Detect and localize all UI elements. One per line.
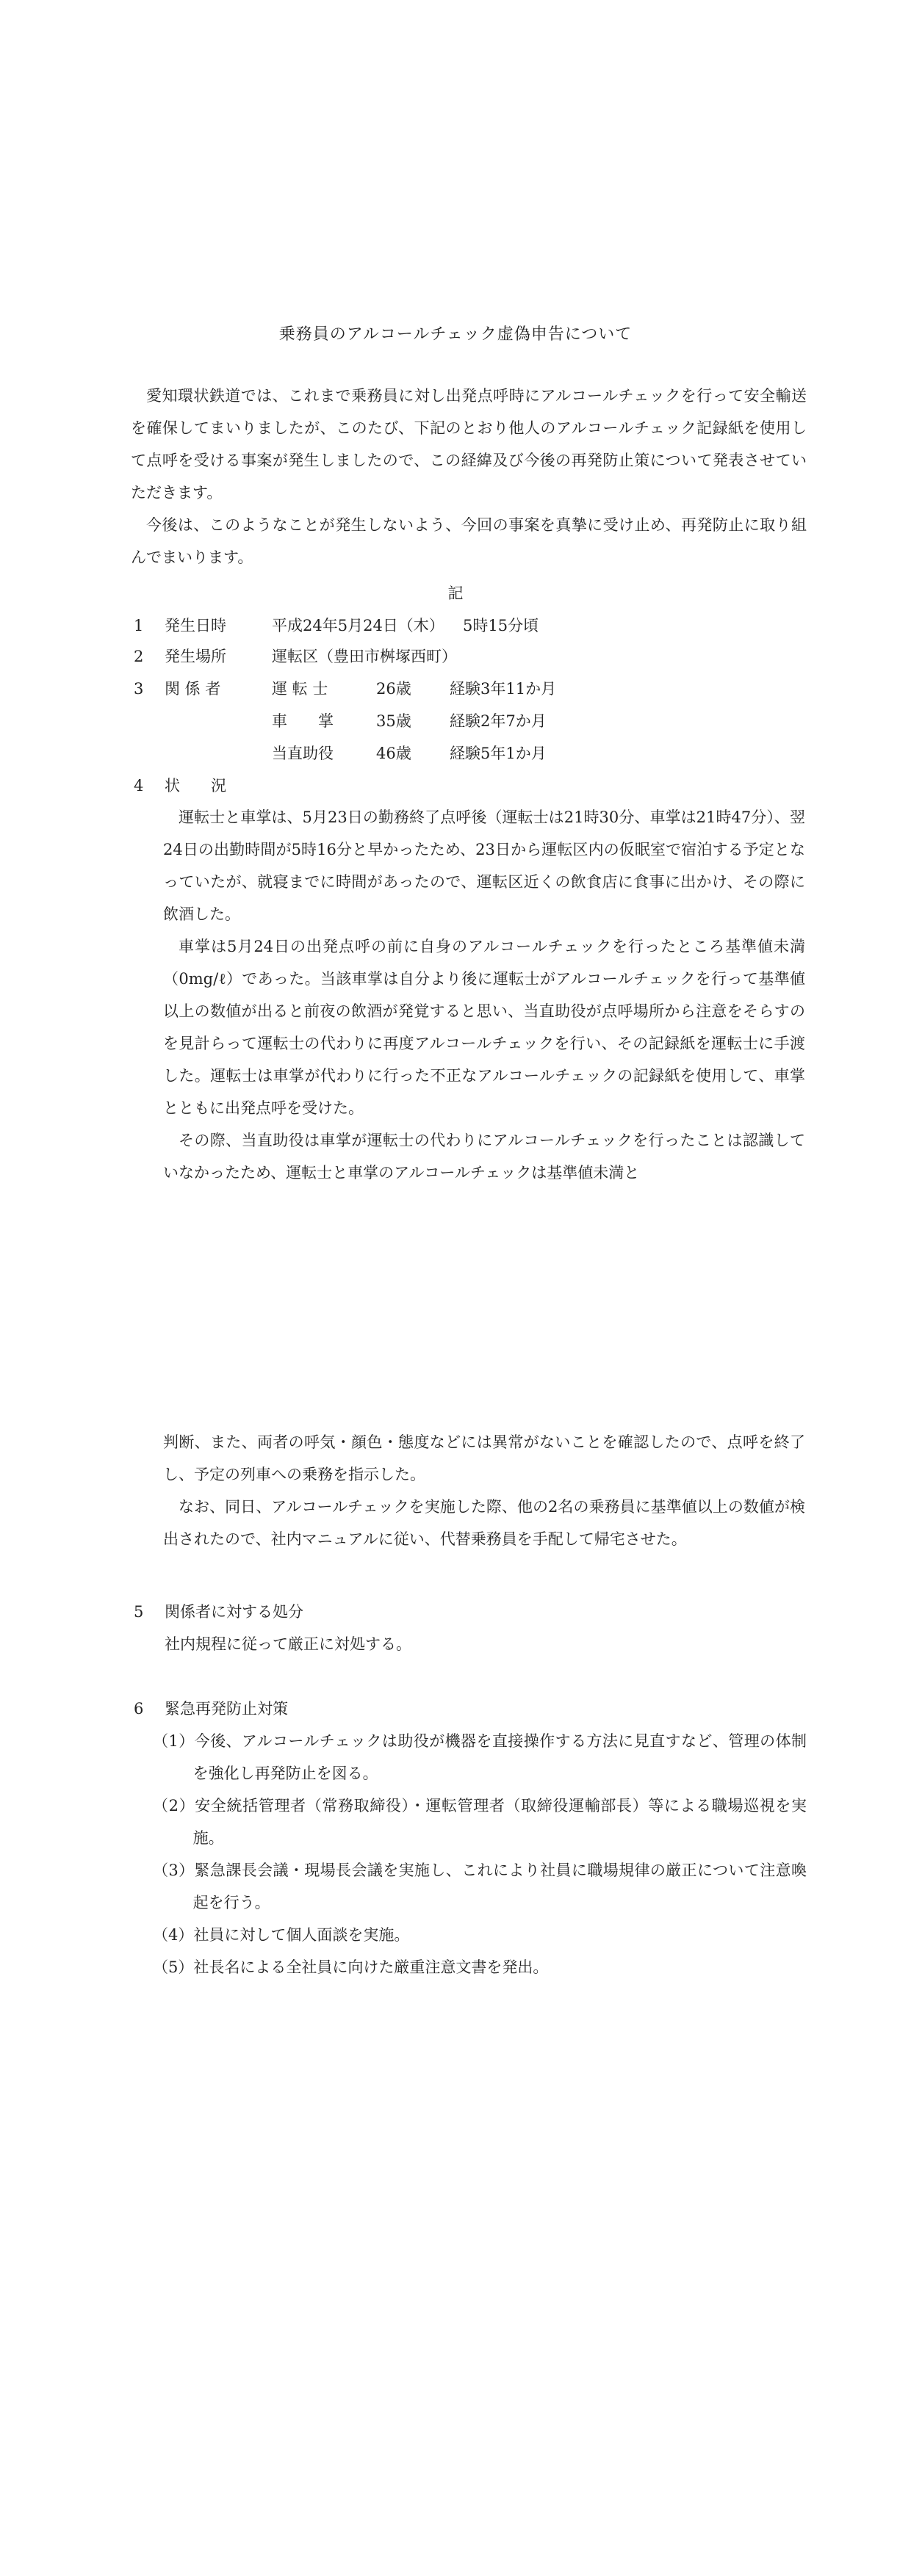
item-5-text: 社内規程に従って厳正に対処する。 xyxy=(165,1635,411,1653)
person-experience: 経験2年7か月 xyxy=(450,712,547,730)
item-2-value: 運転区（豊田市桝塚西町） xyxy=(272,648,457,665)
measure-item: （3）緊急課長会議・現場長会議を実施し、これにより社員に職場規律の厳正について注意喚起を行う。 xyxy=(153,1862,807,1911)
item-5-number: 5 xyxy=(134,1603,144,1621)
situation-paragraph-3a: その際、当直助役は車掌が運転士の代わりにアルコールチェックを行ったことは認識していなかったため、運転士と車掌のアルコールチェックは基準値未満と xyxy=(163,1132,805,1182)
item-2-number: 2 xyxy=(134,648,144,665)
item-1-label: 発生日時 xyxy=(165,617,226,634)
item-2-label: 発生場所 xyxy=(165,648,226,665)
item-3-label: 関 係 者 xyxy=(165,680,221,698)
item-1-number: 1 xyxy=(134,617,144,634)
ki-heading: 記 xyxy=(447,585,464,602)
measure-item: （5）社長名による全社員に向けた厳重注意文書を発出。 xyxy=(153,1958,549,1976)
item-6-number: 6 xyxy=(134,1700,144,1718)
person-role: 運 転 士 xyxy=(272,680,328,698)
situation-paragraph-1: 運転士と車掌は、5月23日の勤務終了点呼後（運転士は21時30分、車掌は21時47分）、翌24日の出勤時間が5時16分と早かったため、23日から運転区内の仮眠室で宿泊する予定となっていたが、就寝までに時間があったので、運転区近くの飲食店に食事に出かけ、その際に飲酒した。 xyxy=(163,808,805,923)
measure-item: （2）安全統括管理者（常務取締役）・運転管理者（取締役運輸部長）等による職場巡視を実施。 xyxy=(153,1797,807,1847)
item-1-date: 平成24年5月24日（木） xyxy=(272,617,444,634)
item-4-label: 状 況 xyxy=(165,777,226,795)
person-role: 当直助役 xyxy=(272,745,334,762)
person-role: 車 掌 xyxy=(272,712,334,730)
item-4-number: 4 xyxy=(134,777,144,795)
person-age: 35歳 xyxy=(376,712,411,730)
item-3-number: 3 xyxy=(134,680,144,698)
intro-paragraph-2: 今後は、このようなことが発生しないよう、今回の事案を真摯に受け止め、再発防止に取り組んでまいります。 xyxy=(131,516,807,566)
person-age: 26歳 xyxy=(376,680,411,698)
item-1-time: 5時15分頃 xyxy=(463,617,539,634)
intro-paragraph-1: 愛知環状鉄道では、これまで乗務員に対し出発点呼時にアルコールチェックを行って安全輸送を確保してまいりましたが、このたび、下記のとおり他人のアルコールチェック記録紙を使用して点呼を受ける事案が発生しましたので、この経緯及び今後の再発防止策について発表させていただきます。 xyxy=(131,387,807,502)
item-5-label: 関係者に対する処分 xyxy=(165,1603,303,1621)
measure-item: （4）社員に対して個人面談を実施。 xyxy=(153,1926,410,1944)
person-age: 46歳 xyxy=(376,745,411,762)
person-experience: 経験5年1か月 xyxy=(450,745,547,762)
situation-paragraph-3b: 判断、また、両者の呼気・顔色・態度などには異常がないことを確認したので、点呼を終了し、予定の列車への乗務を指示した。 xyxy=(163,1433,805,1483)
item-6-label: 緊急再発防止対策 xyxy=(165,1700,288,1718)
situation-paragraph-4: なお、同日、アルコールチェックを実施した際、他の2名の乗務員に基準値以上の数値が検出されたので、社内マニュアルに従い、代替乗務員を手配して帰宅させた。 xyxy=(163,1498,805,1548)
measures-list xyxy=(153,1725,807,1983)
situation-paragraph-2: 車掌は5月24日の出発点呼の前に自身のアルコールチェックを行ったところ基準値未満（0mg/ℓ）であった。当該車掌は自分より後に運転士がアルコールチェックを行って基準値以上の数値が出ると前夜の飲酒が発覚すると思い、当直助役が点呼場所から注意をそらすのを見計らって運転士の代わりに再度アルコールチェックを行い、その記録紙を運転士に手渡した。運転士は車掌が代わりに行った不正なアルコールチェックの記録紙を使用して、車掌とともに出発点呼を受けた。 xyxy=(163,938,805,1117)
person-experience: 経験3年11か月 xyxy=(450,680,557,698)
measure-item: （1）今後、アルコールチェックは助役が機器を直接操作する方法に見直すなど、管理の体制を強化し再発防止を図る。 xyxy=(153,1732,807,1782)
document-title: 乗務員のアルコールチェック虚偽申告について xyxy=(278,325,633,344)
